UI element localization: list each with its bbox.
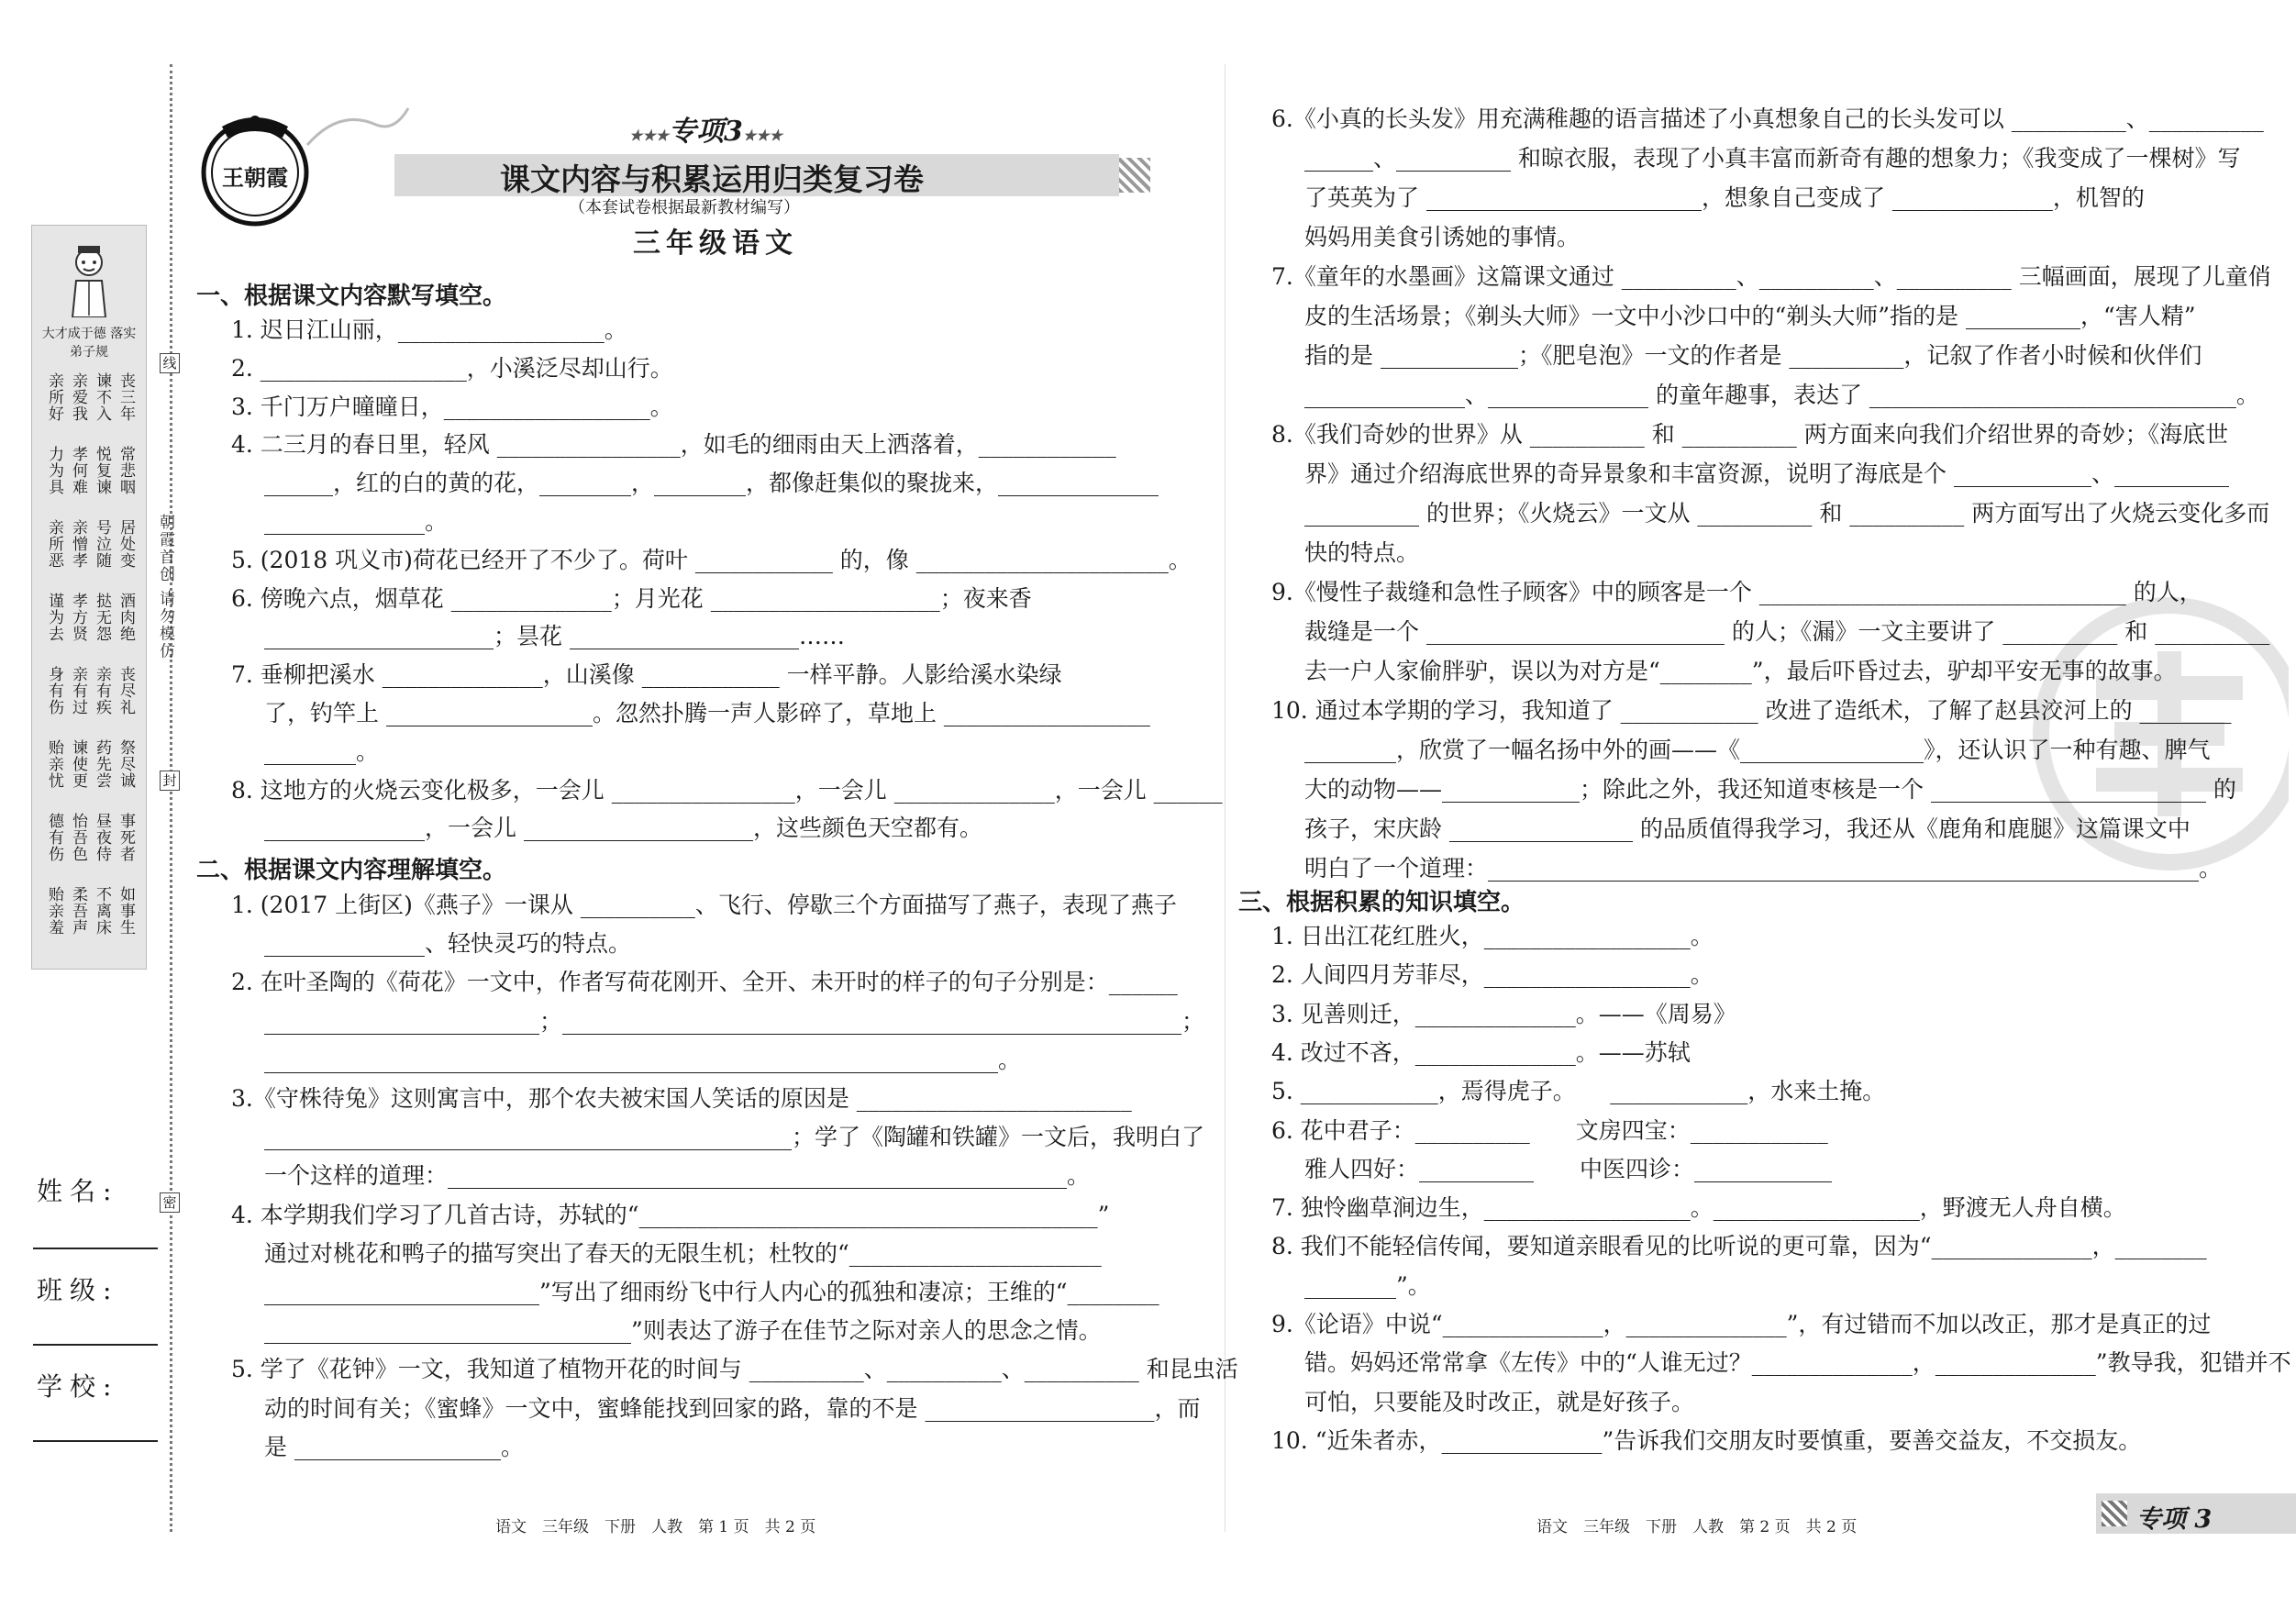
- poem-column: 不离床: [93, 886, 111, 936]
- poem-column: 昼夜侍: [93, 813, 111, 862]
- question-line: 了英英为了 ________________________，想象自己变成了 ______________，机智的: [1304, 184, 2145, 211]
- name-label: 姓名:: [37, 1176, 119, 1206]
- question-line: 大的动物——____________；除此之外，我还知道枣核是一个 ________________________ 的: [1304, 776, 2236, 803]
- poem-column: 亲憎孝: [69, 519, 87, 569]
- question-line: 2. 在叶圣陶的《荷花》一文中，作者写荷花刚开、全开、未开时的样子的句子分别是：______: [231, 969, 1178, 996]
- poem-column: 贻亲羞: [45, 886, 63, 936]
- question-line: 7. 独怜幽草涧边生，__________________。__________________，野渡无人舟自横。: [1271, 1194, 2126, 1222]
- question-line: 2. __________________，小溪泛尽却山行。: [231, 354, 673, 382]
- question-line: __________ 的世界；《火烧云》一文从 __________ 和 __________ 两方面写出了火烧云变化多而: [1304, 500, 2270, 527]
- question-line: 10. “近朱者赤，______________”告诉我们交朋友时要慎重，要善交益友，不交损友。: [1271, 1426, 2142, 1454]
- question-line: 妈妈用美食引诱她的事情。: [1304, 224, 1581, 250]
- poem-column: 亲所恶: [45, 519, 63, 569]
- poem-column: 酒肉绝: [116, 593, 135, 642]
- question-line: 去一户人家偷胖驴，误以为对方是“________”，最后吓昏过去，驴却平安无事的故事。: [1304, 658, 2177, 684]
- binding-box-3: 密: [160, 1192, 180, 1213]
- question-line: 7. 垂柳把溪水 ______________，山溪像 ____________ 一样平静。人影给溪水染绿: [231, 661, 1062, 689]
- badge-checker: [2102, 1501, 2127, 1526]
- subtitle: （本套试卷根据最新教材编写）: [569, 198, 800, 217]
- poem-column: 身有伤: [45, 666, 63, 715]
- question-line: ______________，一会儿 ____________________，这些颜色天空都有。: [264, 815, 982, 842]
- binding-box-2: 封: [160, 771, 180, 791]
- poem-grid: [38, 372, 140, 959]
- question-line: ________________________________”则表达了游子在佳节之际对亲人的思念之情。: [264, 1317, 1102, 1345]
- poem-column: 如事生: [116, 886, 135, 936]
- motto-panel: [31, 225, 147, 970]
- question-line: ________________________；______________________________________________________；: [264, 1007, 1205, 1035]
- question-line: 5. 学了《花钟》一文，我知道了植物开花的时间与 __________、__________、__________ 和昆虫活: [231, 1356, 1238, 1383]
- question-line: ________________________”写出了细雨纷飞中行人内心的孤独和凄凉；王维的“________: [264, 1279, 1159, 1305]
- question-line: ______、__________ 和晾衣服，表现了小真丰富而新奇有趣的想象力；《我变成了一棵树》写: [1304, 145, 2241, 172]
- question-line: 快的特点。: [1304, 539, 1420, 566]
- poem-column: 祭尽诚: [116, 739, 135, 789]
- poem-column: 力为具: [45, 446, 63, 495]
- poem-column: 丧三年: [116, 372, 135, 422]
- motto-text: 大才成于德 落实弟子规: [41, 327, 137, 360]
- poem-column: 事死者: [116, 813, 135, 862]
- main-title: 课文内容与积累运用归类复习卷: [500, 161, 924, 197]
- question-line: 1. (2017 上街区)《燕子》一课从 __________、飞行、停歇三个方面描写了燕子，表现了燕子: [231, 892, 1177, 918]
- poem-column: 丧尽礼: [116, 666, 135, 715]
- question-line: 动的时间有关；《蜜蜂》一文中，蜜蜂能找到回家的路，靠的不是 ____________________，而: [264, 1394, 1201, 1422]
- section2-heading: 二、根据课文内容理解填空。: [196, 857, 507, 884]
- poem-column: 居处变: [116, 519, 135, 569]
- question-line: ______，红的白的黄的花，________，________，都像赶集似的聚拢来，______________: [264, 470, 1159, 497]
- question-line: 4. 改过不吝，______________。——苏轼: [1271, 1038, 1691, 1066]
- question-line: 3. 千门万户曈曈日，__________________。: [231, 393, 673, 420]
- question-line: 雅人四好：__________ 中医四诊：____________: [1304, 1155, 1833, 1182]
- poem-column: 德有伤: [45, 813, 63, 862]
- question-line: 7.《童年的水墨画》这篇课文通过 __________、__________、__________ 三幅画面，展现了儿童俏: [1271, 263, 2271, 290]
- question-line: 8. 我们不能轻信传闻，要知道亲眼看见的比听说的更可靠，因为“______________，________: [1271, 1233, 2207, 1260]
- poem-column: 谏不入: [93, 372, 111, 422]
- question-line: 8. 这地方的火烧云变化极多，一会儿 ________________，一会儿 ______________，一会儿 ______: [231, 776, 1223, 804]
- poem-column: 谨为去: [45, 593, 63, 642]
- question-line: 了，钓竿上 __________________。忽然扑腾一声人影碎了，草地上 __________________: [264, 700, 1150, 726]
- footer-left: 语文 三年级 下册 人教 第 1 页 共 2 页: [495, 1518, 816, 1536]
- poem-column: 亲有过: [69, 666, 87, 715]
- question-line: 5. (2018 巩义市)荷花已经开了不少了。荷叶 ____________ 的，像 ______________________。: [231, 546, 1192, 573]
- poem-column: 悦复谏: [93, 446, 111, 495]
- poem-column: 怡吾色: [69, 813, 87, 862]
- question-line: 9.《论语》中说“______________，______________”，有过错而不加以改正，那才是真正的过: [1271, 1311, 2212, 1337]
- poem-column: 柔吾声: [69, 886, 87, 936]
- question-line: 一个这样的道理：______________________________________________________。: [264, 1162, 1091, 1190]
- question-line: 1. 日出江花红胜火，__________________。: [1271, 923, 1714, 949]
- school-label: 学校:: [37, 1371, 119, 1402]
- poem-column: 挞无怨: [93, 593, 111, 642]
- scholar-illustration: [63, 244, 115, 317]
- question-line: 6.《小真的长头发》用充满稚趣的语言描述了小真想象自己的长头发可以 __________、__________: [1271, 105, 2264, 132]
- question-line: 指的是 ____________；《肥皂泡》一文的作者是 __________，记叙了作者小时候和伙伴们: [1304, 342, 2202, 369]
- question-line: 裁缝是一个 __________________________ 的人；《漏》一文主要讲了 __________ 和 __________: [1304, 618, 2270, 645]
- name-line: [33, 1248, 158, 1249]
- question-line: ______________、轻快灵巧的特点。: [264, 930, 632, 958]
- binding-box-1: 线: [160, 353, 180, 373]
- question-line: ____________________；昙花 ____________________……: [264, 623, 845, 650]
- question-line: 错。妈妈还常常拿《左传》中的“人谁无过？______________，______________”教导我，犯错并不: [1304, 1349, 2291, 1377]
- poem-column: 孝方贤: [69, 593, 87, 642]
- school-line: [33, 1440, 158, 1442]
- banner-checker: [1119, 158, 1150, 193]
- question-line: 通过对桃花和鸭子的描写突出了春天的无限生机；杜牧的“______________________: [264, 1239, 1102, 1267]
- question-line: 5. ____________，焉得虎子。 ____________，水来土掩。: [1271, 1078, 1886, 1105]
- question-line: 10. 通过本学期的学习，我知道了 ____________ 改进了造纸术，了解了赵县洨河上的 ________: [1271, 697, 2232, 724]
- question-line: ________”。: [1304, 1271, 1431, 1299]
- poem-column: 谏使更: [69, 739, 87, 789]
- question-line: 3.《守株待兔》这则寓言中，那个农夫被宋国人笑话的原因是 ________________________: [231, 1085, 1132, 1112]
- question-line: ______________、______________ 的童年趣事，表达了 ________________________________。: [1304, 382, 2259, 408]
- question-line: 6. 花中君子：__________ 文房四宝：____________: [1271, 1116, 1828, 1144]
- publisher-logo: [194, 108, 316, 229]
- question-line: ________________________________________________________________。: [264, 1046, 1022, 1073]
- question-line: ________，欣赏了一幅名扬中外的画——《________________》，还认识了一种有趣、脾气: [1304, 737, 2211, 763]
- poem-column: 号泣随: [93, 519, 111, 569]
- question-line: 可怕，只要能及时改正，就是好孩子。: [1304, 1388, 1695, 1415]
- poem-column: 孝何难: [69, 446, 87, 495]
- question-line: 3. 见善则迁，______________。——《周易》: [1271, 1000, 1736, 1027]
- star-decoration-right: ★★★: [742, 127, 782, 144]
- question-line: 4. 二三月的春日里，轻风 ________________，如毛的细雨由天上洒落着，____________: [231, 431, 1116, 459]
- question-line: 1. 迟日江山丽，__________________。: [231, 316, 627, 343]
- question-line: 9.《慢性子裁缝和急性子顾客》中的顾客是一个 ________________________________ 的人，: [1271, 579, 2202, 605]
- poem-column: 常悲咽: [116, 446, 135, 495]
- copyright-notice: 朝霞首创 请勿模仿: [156, 514, 174, 660]
- question-line: 孩子，宋庆龄 ________________ 的品质值得我学习，我还从《鹿角和鹿腿》这篇课文中: [1304, 815, 2191, 842]
- question-line: ______________。: [264, 508, 449, 535]
- question-line: 6. 傍晚六点，烟草花 ______________；月光花 ____________________；夜来香: [231, 584, 1032, 612]
- question-line: 明白了一个道理：______________________________________________________________。: [1304, 855, 2223, 882]
- section1-heading: 一、根据课文内容默写填空。: [196, 283, 507, 310]
- poem-column: 药先尝: [93, 739, 111, 789]
- poem-column: 亲爱我: [69, 372, 87, 422]
- grade-subject: 三年级语文: [633, 227, 798, 260]
- footer-right: 语文 三年级 下册 人教 第 2 页 共 2 页: [1536, 1518, 1858, 1536]
- question-line: 8.《我们奇妙的世界》从 __________ 和 __________ 两方面来向我们介绍世界的奇妙；《海底世: [1271, 421, 2229, 448]
- footer-badge: [2096, 1493, 2296, 1534]
- question-line: 4. 本学期我们学习了几首古诗，苏轼的“________________________________________”: [231, 1201, 1110, 1228]
- badge-text: 专项 3: [2136, 1505, 2213, 1534]
- poem-column: 贻亲忧: [45, 739, 63, 789]
- section3-heading: 三、根据积累的知识填空。: [1238, 889, 1525, 916]
- star-decoration-left: ★★★: [629, 127, 670, 144]
- question-line: 界》通过介绍海底世界的奇异景象和丰富资源，说明了海底是个 ____________、__________: [1304, 460, 2229, 487]
- question-line: ________。: [264, 738, 380, 765]
- class-label: 班级:: [37, 1275, 119, 1305]
- poem-column: 亲有疾: [93, 666, 111, 715]
- question-line: 皮的生活场景；《剃头大师》一文中小沙口中的“剃头大师”指的是 __________，“害人精”: [1304, 303, 2196, 329]
- logo-ribbon: [303, 99, 413, 154]
- poem-column: 亲所好: [45, 372, 63, 422]
- class-line: [33, 1344, 158, 1346]
- question-line: ______________________________________________；学了《陶罐和铁罐》一文后，我明白了: [264, 1124, 1205, 1151]
- binding-line: [170, 64, 172, 1532]
- page-divider: [1225, 64, 1226, 1532]
- question-line: 是 __________________。: [264, 1433, 524, 1460]
- question-line: 2. 人间四月芳菲尽，__________________。: [1271, 961, 1714, 989]
- logo-text: 王朝霞: [222, 164, 288, 191]
- special-item-title: ★★★专项3★★★: [629, 116, 782, 148]
